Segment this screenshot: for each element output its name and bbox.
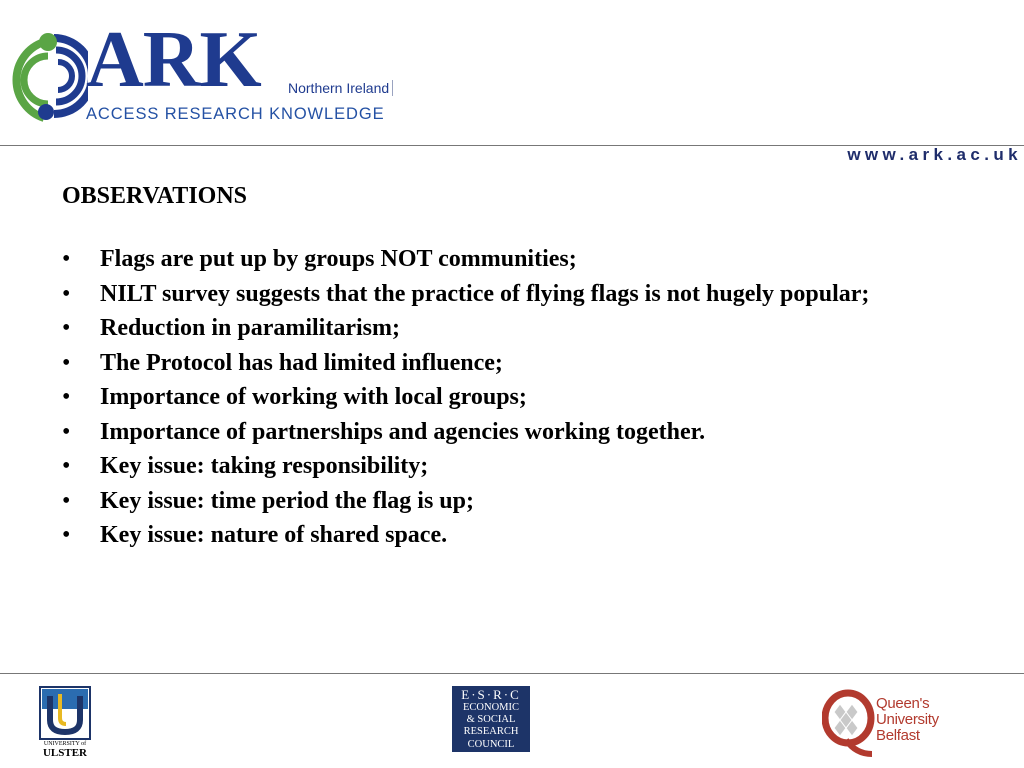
esrc-logo-line: & SOCIAL	[466, 714, 516, 726]
qub-q-icon	[822, 688, 876, 760]
list-item	[62, 419, 962, 445]
bullet-marker: •	[62, 453, 71, 479]
esrc-logo-line: E·S·R·C	[461, 687, 521, 702]
bullet-text: Flags are put up by groups NOT communities;	[100, 246, 577, 272]
ulster-crest-icon	[38, 686, 94, 758]
bullet-marker: •	[62, 418, 71, 445]
ark-logo-region: Northern Ireland	[288, 80, 393, 96]
bullet-text: Key issue: taking responsibility;	[100, 453, 429, 479]
qub-logo	[822, 688, 992, 760]
bullet-list-observations	[62, 246, 962, 445]
bullet-text: Key issue: nature of shared space.	[100, 522, 448, 548]
ulster-logo	[38, 686, 94, 758]
slide-content	[62, 180, 962, 557]
bullet-text: The Protocol has had limited influence;	[100, 349, 503, 376]
list-item	[62, 350, 962, 376]
ulster-logo-line1: UNIVERSITY of	[43, 741, 87, 747]
qub-logo-line1: Queen's University	[876, 695, 939, 728]
bullet-marker: •	[62, 349, 71, 376]
ulster-logo-line2: ULSTER	[42, 747, 88, 758]
list-item	[62, 315, 962, 341]
slide-title: OBSERVATIONS	[62, 183, 248, 209]
ark-logo-word: ARK	[86, 16, 261, 104]
bullet-text: Importance of working with local groups;	[100, 384, 527, 410]
footer-divider	[0, 673, 1024, 674]
list-item	[62, 453, 962, 479]
list-item	[62, 281, 962, 307]
bullet-text: Key issue: time period the flag is up;	[100, 487, 474, 514]
bullet-marker: •	[62, 315, 71, 341]
bullet-list-key-issues	[62, 453, 962, 548]
list-item	[62, 488, 962, 514]
list-item	[62, 246, 962, 272]
list-item	[62, 522, 962, 548]
bullet-text: Importance of partnerships and agencies working together.	[100, 418, 706, 445]
bullet-marker: •	[62, 246, 71, 272]
list-item	[62, 384, 962, 410]
bullet-marker: •	[62, 384, 71, 410]
qub-logo-line2: Belfast	[876, 727, 920, 744]
bullet-text: Reduction in paramilitarism;	[100, 315, 400, 341]
ark-logo-icon	[8, 28, 88, 124]
bullet-marker: •	[62, 280, 71, 307]
esrc-logo-line: COUNCIL	[467, 738, 515, 750]
esrc-logo-line: RESEARCH	[463, 726, 519, 738]
website-url[interactable]: www.ark.ac.uk	[847, 145, 1022, 164]
esrc-logo-line: ECONOMIC	[462, 702, 519, 713]
esrc-logo	[452, 686, 530, 752]
bullet-marker: •	[62, 522, 71, 548]
header	[0, 0, 1024, 146]
ark-logo-tagline: ACCESS RESEARCH KNOWLEDGE	[86, 105, 385, 123]
bullet-marker: •	[62, 487, 71, 514]
bullet-text: NILT survey suggests that the practice of flying flags is not hugely popular;	[100, 280, 870, 307]
